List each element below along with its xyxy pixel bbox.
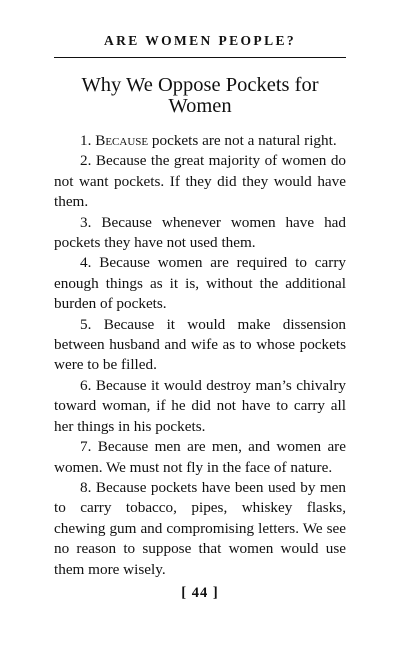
reason-item-5 (54, 315, 346, 376)
reason-text: Because pockets have been used by men to carry tobacco, pipes, whiskey flasks, chewing gum and compromising letters. We see no reason to suppose that women would use them more wisely. (54, 478, 346, 578)
reason-number: 7. (80, 438, 92, 456)
reason-first-word: Because (95, 132, 149, 149)
reason-item-6 (54, 376, 346, 437)
reason-item-4 (54, 253, 346, 314)
reason-text: Because the great majority of women do not want pockets. If they did they would have them. (54, 152, 347, 211)
reason-text: Because whenever women have had pockets they have not used them. (54, 213, 347, 252)
running-head: ARE WOMEN PEOPLE? (103, 33, 297, 48)
reason-text: Because it would destroy man’s chivalry toward woman, if he did not have to carry all her things in his pockets. (54, 376, 346, 435)
reason-item-2 (54, 151, 346, 212)
reason-number: 1. (80, 132, 92, 149)
page-number: [ 44 ] (181, 584, 219, 601)
reason-item-3 (54, 213, 346, 254)
reason-number: 3. (80, 213, 92, 231)
reason-item-1 (54, 131, 346, 151)
page-title: Why We Oppose Pockets for Women (81, 74, 319, 117)
reason-text: Because women are required to carry enough things as it is, without the additional burden of pockets. (54, 254, 346, 313)
reason-text: Because it would make dissension between husband and wife as to whose pockets were to be filled. (54, 315, 347, 374)
reason-text: Because men are men, and women are women. We must not fly in the face of nature. (54, 438, 346, 476)
reason-number: 4. (80, 254, 92, 272)
reason-item-8 (54, 478, 346, 580)
reason-number: 8. (80, 478, 92, 496)
header-rule (54, 57, 346, 58)
reason-number: 6. (80, 376, 92, 394)
reason-item-7 (54, 437, 346, 478)
reason-text: pockets are not a natural right. (148, 132, 337, 149)
reason-number: 2. (80, 152, 92, 170)
reasons-list (54, 131, 346, 580)
reason-number: 5. (80, 315, 92, 333)
